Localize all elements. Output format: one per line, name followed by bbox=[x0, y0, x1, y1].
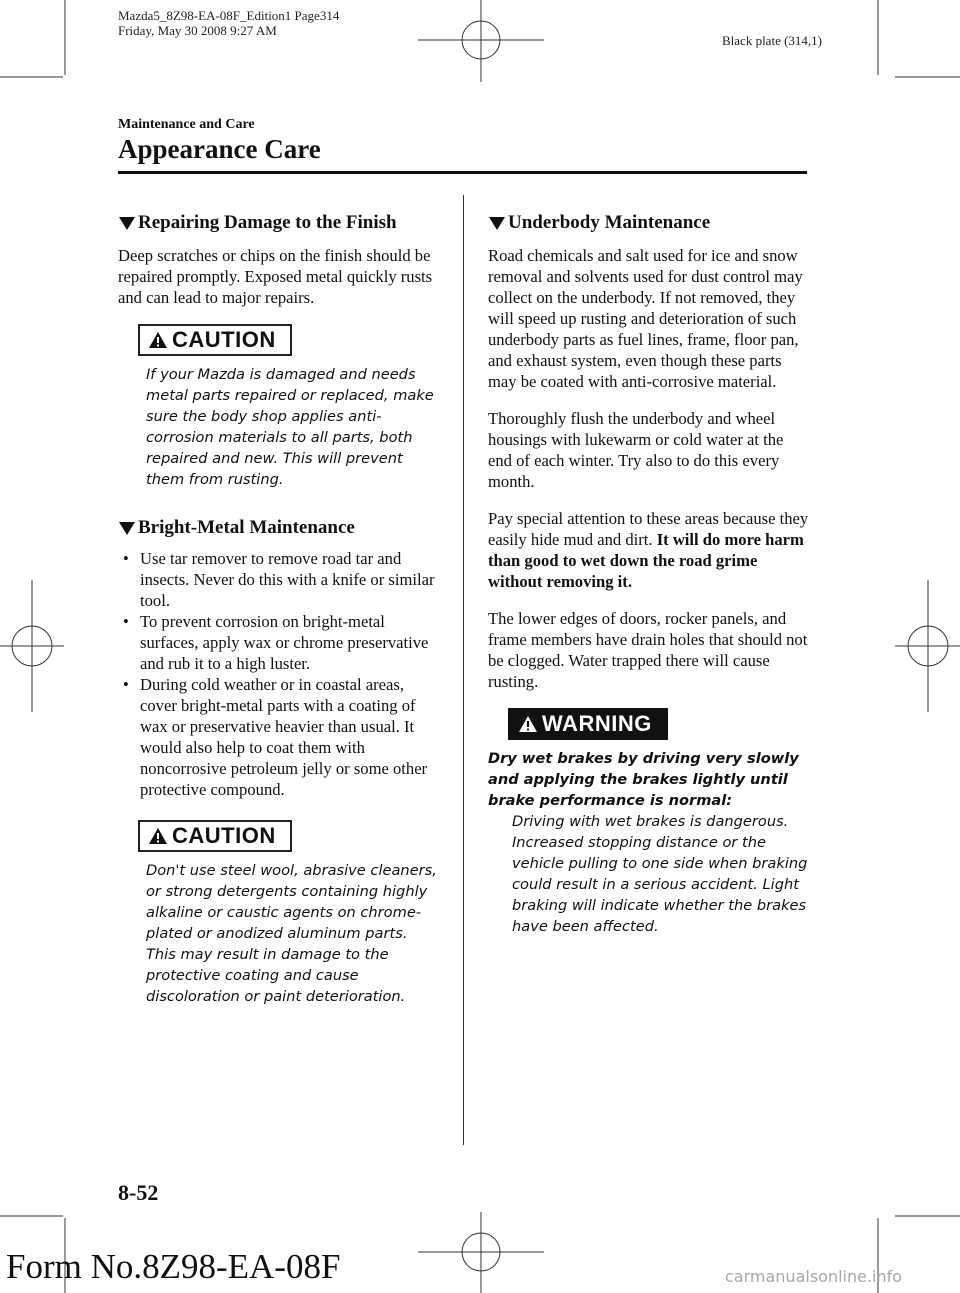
warning-box bbox=[508, 708, 810, 740]
para-3-bold: It will do more harm than good to wet down the road grime without removing it. bbox=[488, 530, 804, 591]
triangle-bullet-icon bbox=[119, 522, 135, 535]
warning-triangle-icon bbox=[518, 715, 538, 733]
heading-rule bbox=[118, 171, 807, 174]
underbody-para-4: The lower edges of doors, rocker panels, and frame members have drain holes that should not be clogged. Water trapped there will cause rusting. bbox=[488, 609, 808, 691]
print-meta-date: Friday, May 30 2008 9:27 AM bbox=[118, 23, 277, 38]
underbody-para-2: Thoroughly flush the underbody and wheel housings with lukewarm or cold water at the end of each winter. Try also to do this every month. bbox=[488, 409, 784, 491]
triangle-bullet-icon bbox=[489, 217, 505, 230]
section-label: Maintenance and Care bbox=[118, 117, 255, 132]
underbody-para-1: Road chemicals and salt used for ice and snow removal and solvents used for dust control may collect on the underbody. If not removed, they will speed up rusting and deterioration of such underbody parts as fuel lines, frame, floor pan, and exhaust system, even though these parts may be coated with anti-corrosive material. bbox=[488, 246, 803, 391]
left-column bbox=[118, 211, 440, 1007]
caution-box-2 bbox=[138, 820, 440, 852]
repair-body: Deep scratches or chips on the finish should be repaired promptly. Exposed metal quickly rusts and can lead to major repairs. bbox=[118, 246, 433, 307]
warning-text: Driving with wet brakes is dangerous. Increased stopping distance or the vehicle pulling to one side when braking could result in a serious accident. Light braking will indicate whether the brakes have been affected. bbox=[512, 813, 808, 935]
caution-text-2: Don't use steel wool, abrasive cleaners, or strong detergents containing highly alkaline or caustic agents on chrome-plated or anodized aluminum parts. This may result in damage to the protective coating and cause discoloration or paint deterioration. bbox=[146, 862, 437, 1005]
section-title-repair: Repairing Damage to the Finish bbox=[118, 211, 440, 235]
right-column bbox=[488, 211, 810, 937]
caution-text-1: If your Mazda is damaged and needs metal parts repaired or replaced, make sure the body shop applies anti-corrosion materials to all parts, both repaired and new. This will prevent them from rusting. bbox=[146, 366, 434, 488]
warning-triangle-icon bbox=[148, 827, 168, 845]
section-title-bright-metal: Bright-Metal Maintenance bbox=[118, 516, 440, 540]
page-number: 8-52 bbox=[118, 1180, 159, 1205]
print-meta bbox=[118, 8, 339, 38]
bullet-dot-icon: • bbox=[123, 675, 129, 694]
list-item: • Use tar remover to remove road tar and insects. Never do this with a knife or similar tool. bbox=[123, 549, 435, 610]
underbody-para-3 bbox=[488, 508, 810, 592]
warning-triangle-icon bbox=[148, 331, 168, 349]
triangle-bullet-icon bbox=[119, 217, 135, 230]
para-3-plain: Pay special attention to these areas because they easily hide mud and dirt. bbox=[488, 509, 809, 549]
plate-label: Black plate (314,1) bbox=[722, 33, 822, 48]
list-item: • During cold weather or in coastal areas, cover bright-metal parts with a coating of wax or preservative heavier than usual. It would also help to coat them with noncorrosive petroleum jelly or some other protective compound. bbox=[123, 675, 428, 799]
bright-metal-list bbox=[118, 548, 440, 800]
bullet-dot-icon: • bbox=[123, 549, 129, 568]
caution-box-1 bbox=[138, 324, 440, 356]
page-title: Appearance Care bbox=[118, 134, 321, 164]
form-number: Form No.8Z98-EA-08F bbox=[6, 1247, 341, 1286]
list-item: • To prevent corrosion on bright-metal surfaces, apply wax or chrome preservative and rub it to a high luster. bbox=[123, 612, 429, 673]
section-title-underbody: Underbody Maintenance bbox=[488, 211, 810, 235]
print-meta-file: Mazda5_8Z98-EA-08F_Edition1 Page314 bbox=[118, 8, 340, 23]
warning-badge: WARNING bbox=[508, 708, 668, 740]
watermark: carmanualsonline.info bbox=[725, 1267, 903, 1286]
column-divider bbox=[463, 195, 464, 1145]
caution-badge: CAUTION bbox=[138, 820, 292, 852]
caution-badge: CAUTION bbox=[138, 324, 292, 356]
bullet-dot-icon: • bbox=[123, 612, 129, 631]
warning-heading: Dry wet brakes by driving very slowly and applying the brakes lightly until brake performance is normal: bbox=[488, 750, 799, 809]
